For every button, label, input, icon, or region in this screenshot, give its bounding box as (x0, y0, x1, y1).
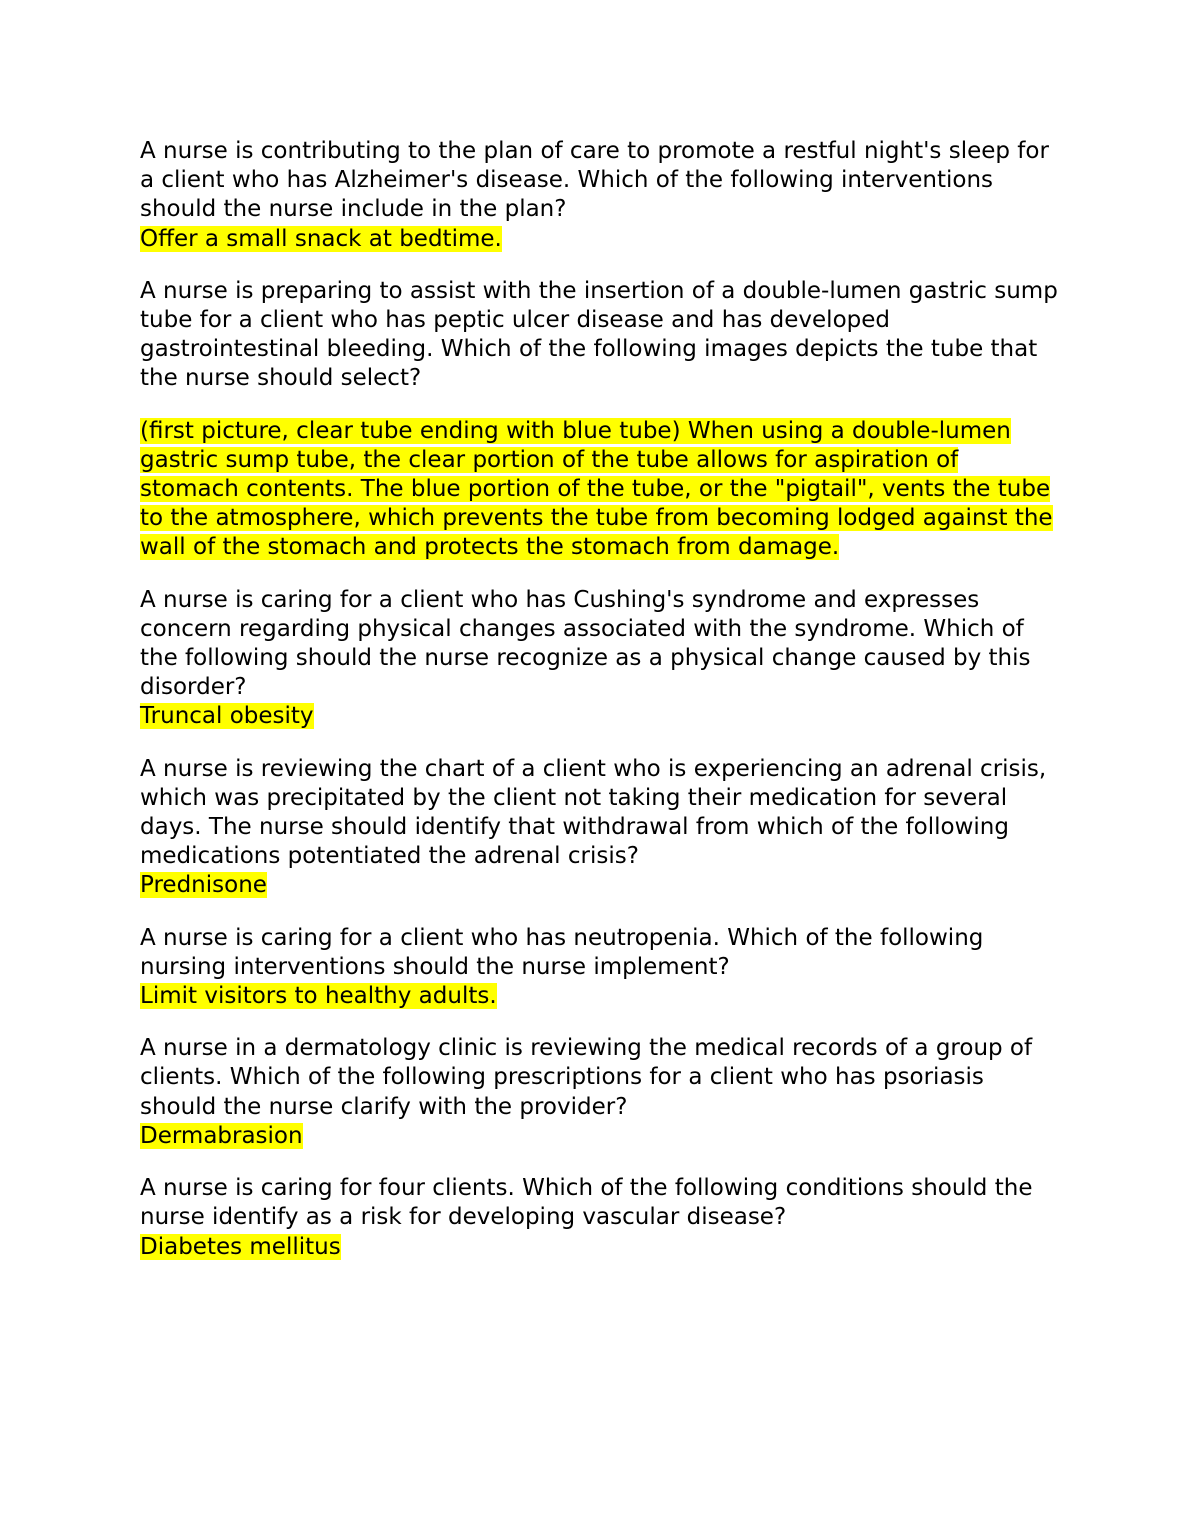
answer-highlight: Offer a small snack at bedtime. (140, 225, 502, 252)
question-text: A nurse is caring for a client who has Cushing's syndrome and expresses concern regarding physical changes associated with the syndrome. Which of the following should the nurse recognize as a physical change caused by this disorder? (140, 586, 1031, 701)
qa-item (140, 924, 1060, 1012)
qa-item (140, 755, 1060, 901)
answer-highlight: Diabetes mellitus (140, 1233, 341, 1260)
answer-highlight: Truncal obesity (140, 703, 314, 730)
question-text: A nurse is caring for four clients. Which of the following conditions should the nurse identify as a risk for developing vascular disease? (140, 1175, 1033, 1231)
answer-highlight: Limit visitors to healthy adults. (140, 983, 497, 1010)
answer-highlight: Dermabrasion (140, 1122, 303, 1149)
question-text: A nurse is caring for a client who has neutropenia. Which of the following nursing interventions should the nurse implement? (140, 924, 984, 980)
qa-item (140, 1174, 1060, 1262)
question-text: A nurse is contributing to the plan of care to promote a restful night's sleep for a client who has Alzheimer's disease. Which of the following interventions should the nurse include in the plan? (140, 138, 1049, 223)
question-text: A nurse in a dermatology clinic is reviewing the medical records of a group of clients. Which of the following prescriptions for a client who has psoriasis should the nurse clarify with the provider? (140, 1035, 1033, 1120)
qa-item (140, 1034, 1060, 1151)
qa-item (140, 277, 1060, 563)
document-page (140, 137, 1060, 1285)
question-text: A nurse is reviewing the chart of a client who is experiencing an adrenal crisis, which was precipitated by the client not taking their medication for several days. The nurse should identify that withdrawal from which of the following medications potentiated the adrenal crisis? (140, 755, 1047, 870)
qa-item (140, 586, 1060, 732)
qa-item (140, 137, 1060, 254)
answer-highlight: Prednisone (140, 872, 267, 899)
question-text: A nurse is preparing to assist with the insertion of a double-lumen gastric sump tube for a client who has peptic ulcer disease and has developed gastrointestinal bleeding. Which of the following images depicts the tube that the nurse should select? (140, 277, 1058, 392)
answer-highlight: (first picture, clear tube ending with blue tube) When using a double-lumen gastric sump tube, the clear portion of the tube allows for aspiration of stomach contents. The blue portion of the tube, or the "pigtail", vents the tube to the atmosphere, which prevents the tube from becoming lodged against the wall of the stomach and protects the stomach from damage. (140, 417, 1053, 561)
